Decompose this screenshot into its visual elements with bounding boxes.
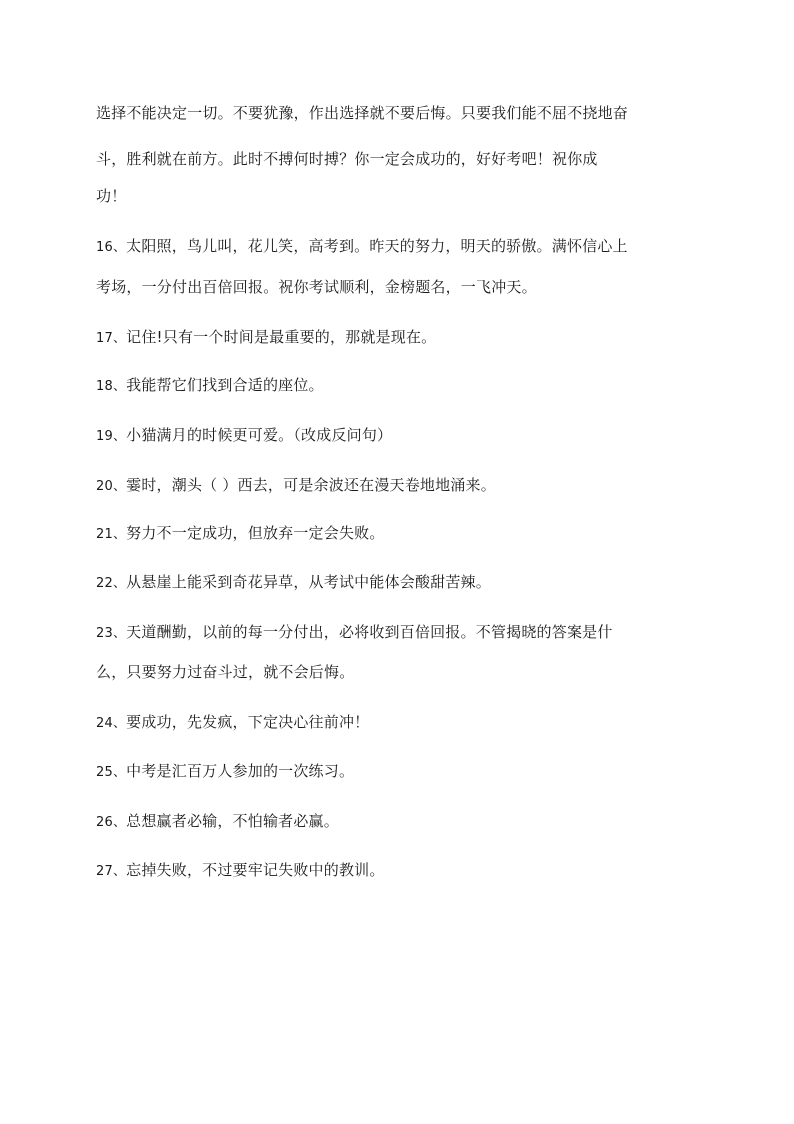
- item-number: 20、: [96, 479, 127, 494]
- list-item: [96, 860, 716, 882]
- list-item: [96, 761, 716, 783]
- line-text: 太阳照，鸟儿叫，花儿笑，高考到。昨天的努力，明天的骄傲。满怀信心上: [126, 237, 628, 255]
- list-item: [96, 236, 716, 258]
- text-line: [96, 277, 716, 297]
- list-item: [96, 622, 716, 644]
- line-text: 从悬崖上能采到奇花异草，从考试中能体会酸甜苦辣。: [126, 573, 491, 591]
- line-text: 努力不一定成功，但放弃一定会失败。: [126, 524, 385, 542]
- line-text: 斗，胜利就在前方。此时不搏何时搏？你一定会成功的，好好考吧！祝你成: [96, 150, 598, 168]
- item-number: 16、: [96, 240, 127, 255]
- item-number: 18、: [96, 379, 127, 394]
- line-text: 天道酬勤，以前的每一分付出，必将收到百倍回报。不管揭晓的答案是什: [126, 623, 613, 641]
- text-line: [96, 186, 716, 206]
- text-line: [96, 662, 716, 682]
- list-item: [96, 375, 716, 397]
- list-item: [96, 425, 716, 447]
- line-text: 中考是汇百万人参加的一次练习。: [126, 762, 355, 780]
- item-number: 26、: [96, 815, 127, 830]
- item-number: 19、: [96, 429, 127, 444]
- line-text: 我能帮它们找到合适的座位。: [126, 376, 324, 394]
- line-text: 霎时，潮头（ ）西去，可是余波还在漫天卷地地涌来。: [126, 476, 496, 494]
- list-item: [96, 475, 716, 497]
- line-text: 功！: [96, 187, 127, 205]
- line-text: 记住!只有一个时间是最重要的，那就是现在。: [126, 328, 437, 346]
- line-text: 忘掉失败，不过要牢记失败中的教训。: [126, 861, 385, 879]
- item-number: 27、: [96, 864, 127, 879]
- list-item: [96, 811, 716, 833]
- line-text: 么，只要努力过奋斗过，就不会后悔。: [96, 663, 355, 681]
- line-text: 选择不能决定一切。不要犹豫，作出选择就不要后悔。只要我们能不屈不挠地奋: [96, 104, 629, 122]
- item-number: 24、: [96, 716, 127, 731]
- text-line: [96, 103, 716, 123]
- item-number: 21、: [96, 527, 127, 542]
- line-text: 小猫满月的时候更可爱。（改成反问句）: [126, 426, 393, 444]
- list-item: [96, 523, 716, 545]
- list-item: [96, 572, 716, 594]
- line-text: 要成功，先发疯，下定决心往前冲！: [126, 713, 370, 731]
- item-number: 22、: [96, 576, 127, 591]
- item-number: 23、: [96, 626, 127, 641]
- item-number: 17、: [96, 331, 127, 346]
- text-line: [96, 149, 716, 169]
- line-text: 考场，一分付出百倍回报。祝你考试顺利，金榜题名，一飞冲天。: [96, 278, 537, 296]
- list-item: [96, 327, 716, 349]
- list-item: [96, 712, 716, 734]
- line-text: 总想赢者必输，不怕输者必赢。: [126, 812, 339, 830]
- item-number: 25、: [96, 765, 127, 780]
